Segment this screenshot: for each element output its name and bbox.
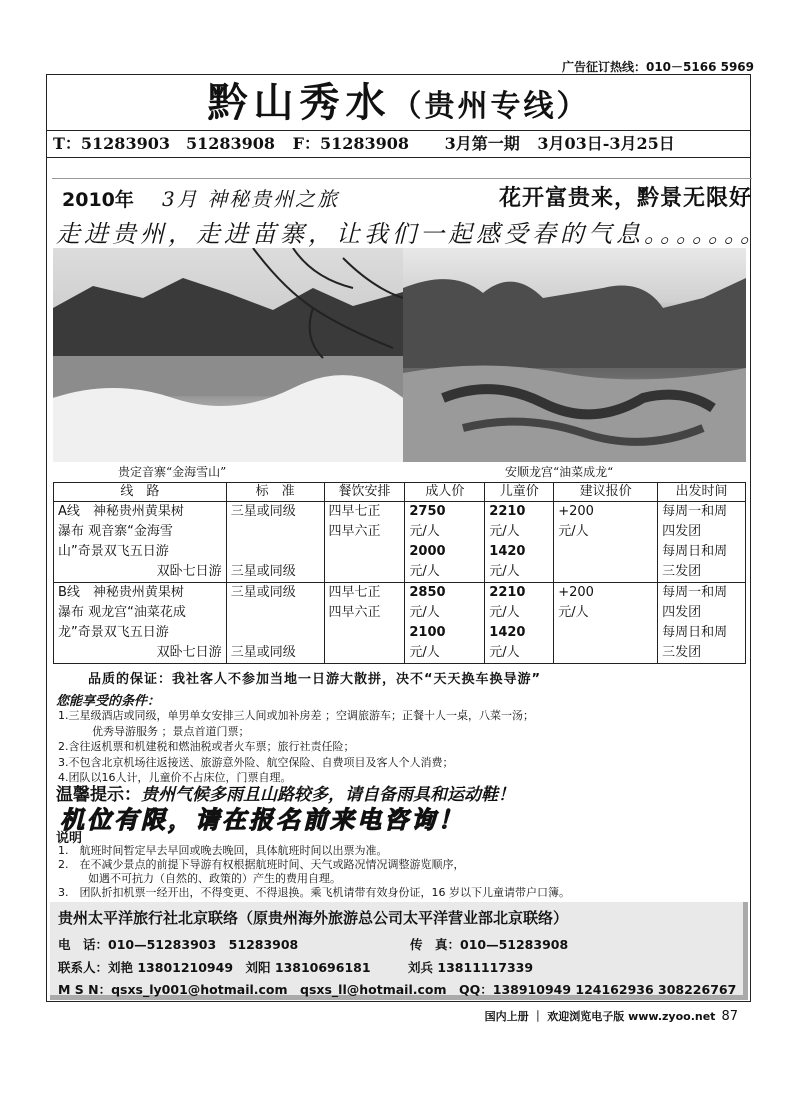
route-line: 山”奇景双飞五日游 bbox=[58, 544, 169, 559]
cell-line: 每周一和周 bbox=[662, 504, 728, 519]
price-unit: 元/人 bbox=[489, 605, 520, 620]
perks-heading: 您能享受的条件： bbox=[56, 694, 161, 709]
photo-caption-left: 贵定音寨“金海雪山” bbox=[118, 465, 227, 479]
price-value: 2750 bbox=[409, 504, 446, 519]
quote-unit: 元/人 bbox=[558, 605, 589, 620]
limited-seats-banner: 机位有限，请在报名前来电咨询！ bbox=[60, 806, 465, 834]
col-header-adult-price: 成人价 bbox=[405, 483, 485, 502]
footer-text: 国内上册 ｜ 欢迎浏览电子版 www.zyoo.net bbox=[484, 1010, 716, 1023]
cell-line: 三星或同级 bbox=[230, 585, 296, 600]
route-a-description bbox=[54, 502, 227, 583]
warm-tip-text: 贵州气候多雨且山路较多，请自备雨具和运动鞋！ bbox=[141, 785, 515, 805]
perk-item: 1.三星级酒店或同级，单男单女安排三人间或加补房差 ；空调旅游车；正餐十人一桌，八菜一汤； bbox=[58, 709, 534, 722]
notes-heading: 说明 bbox=[56, 831, 83, 846]
col-header-meals: 餐饮安排 bbox=[324, 483, 405, 502]
route-b-meals bbox=[324, 583, 405, 664]
route-line: B线 神秘贵州黄果树 bbox=[58, 585, 184, 600]
price-value: 1420 bbox=[489, 625, 526, 640]
issue-dates: 3月03日-3月25日 bbox=[537, 134, 675, 153]
cell-line: 四早六正 bbox=[328, 524, 381, 539]
price-value: 2210 bbox=[489, 504, 526, 519]
note-item: 如遇不可抗力（自然的、政策的）产生的费用自理。 bbox=[88, 872, 341, 885]
col-header-child-price: 儿童价 bbox=[485, 483, 554, 502]
col-header-departure: 出发时间 bbox=[658, 483, 746, 502]
perk-item: 4.团队以16人计，儿童价不占床位，门票自理。 bbox=[58, 771, 292, 784]
cell-line bbox=[231, 542, 320, 562]
ad-hotline: 广告征订热线：010－5166 5969 bbox=[561, 60, 754, 74]
photo-longgong-rapeseed-dragon bbox=[403, 248, 746, 462]
table-row-route-a bbox=[54, 502, 746, 583]
note-item: 1. 航班时间暂定早去早回或晚去晚回，具体航班时间以出票为准。 bbox=[58, 844, 388, 857]
perks-list bbox=[58, 708, 534, 786]
route-b-suggested-quote bbox=[554, 583, 658, 664]
promo-slogan: 花开富贵来，黔景无限好 bbox=[498, 186, 752, 211]
price-unit: 元/人 bbox=[489, 524, 520, 539]
cell-line: 四早六正 bbox=[328, 605, 381, 620]
contact-row bbox=[47, 130, 750, 158]
route-line: A线 神秘贵州黄果树 bbox=[58, 504, 184, 519]
cell-line: 三星或同级 bbox=[230, 504, 296, 519]
price-unit: 元/人 bbox=[409, 645, 440, 660]
route-b-adult-price bbox=[405, 583, 485, 664]
quote-value: +200 bbox=[558, 585, 594, 600]
header-fax: F：51283908 bbox=[292, 134, 410, 153]
cell-line: 每周一和周 bbox=[662, 585, 728, 600]
invite-line: 走进贵州，走进苗寨，让我们一起感受春的气息。。。。。。。 bbox=[56, 220, 768, 248]
route-a-adult-price bbox=[405, 502, 485, 583]
page-footer bbox=[485, 1008, 738, 1024]
agency-contacts: 联系人：刘艳 13801210949 刘阳 13810696181 刘兵 13811117339 bbox=[58, 960, 534, 975]
route-line: 龙”奇景双飞五日游 bbox=[58, 625, 169, 640]
price-value: 2100 bbox=[409, 625, 446, 640]
issue-label: 3月第一期 bbox=[444, 134, 520, 153]
cell-line: 四早七正 bbox=[328, 504, 381, 519]
cell-line: 四发团 bbox=[662, 524, 702, 539]
cell-line: 四发团 bbox=[662, 605, 702, 620]
route-line: 双卧七日游 bbox=[156, 645, 222, 660]
route-a-standard bbox=[226, 502, 324, 583]
note-item: 2. 在不减少景点的前提下导游有权根据航班时间、天气或路况情况调整游览顺序， bbox=[58, 858, 465, 871]
agency-name: 贵州太平洋旅行社北京联络（原贵州海外旅游总公司太平洋营业部北京联络） bbox=[58, 909, 569, 927]
cell-line bbox=[231, 603, 320, 623]
price-unit: 元/人 bbox=[409, 605, 440, 620]
header-tel: T：51283903 51283908 bbox=[53, 134, 276, 153]
cell-line: 每周日和周 bbox=[662, 625, 728, 640]
agency-tel: 电 话：010—51283903 51283908 bbox=[58, 937, 299, 952]
route-line: 瀑布 观龙宫“油菜花成 bbox=[58, 605, 186, 620]
route-b-standard bbox=[226, 583, 324, 664]
price-value: 2000 bbox=[409, 544, 446, 559]
cell-line: 四早七正 bbox=[328, 585, 381, 600]
price-unit: 元/人 bbox=[409, 564, 440, 579]
agency-msn-qq: M S N：qsxs_ly001@hotmail.com qsxs_ll@hotmail.com QQ：138910949 124162936 308226767 bbox=[58, 982, 737, 997]
cell-line: 三发团 bbox=[662, 564, 702, 579]
perk-item: 2.含往返机票和机建税和燃油税或者火车票；旅行社责任险； bbox=[58, 740, 355, 753]
promo-year: 2010年 bbox=[62, 189, 134, 211]
page-number: 87 bbox=[721, 1009, 738, 1024]
price-value: 2850 bbox=[409, 585, 446, 600]
promo-theme: 3月 神秘贵州之旅 bbox=[162, 187, 340, 211]
price-value: 2210 bbox=[489, 585, 526, 600]
cell-line: 三发团 bbox=[662, 645, 702, 660]
quote-unit: 元/人 bbox=[558, 524, 589, 539]
table-row-route-b bbox=[54, 583, 746, 664]
route-price-table bbox=[53, 482, 746, 664]
warm-tip-label: 温馨提示： bbox=[56, 785, 141, 805]
page-subtitle: （贵州专线） bbox=[391, 89, 590, 124]
col-header-route: 线 路 bbox=[54, 483, 227, 502]
notes-list bbox=[58, 844, 570, 900]
route-a-meals bbox=[324, 502, 405, 583]
col-header-suggested-quote: 建议报价 bbox=[554, 483, 658, 502]
route-a-child-price bbox=[485, 502, 554, 583]
cell-line: 三星或同级 bbox=[230, 645, 296, 660]
photo-jinhai-snow-mountain bbox=[53, 248, 403, 462]
perk-item: 优秀导游服务 ；景点首道门票； bbox=[92, 724, 250, 738]
table-header-row bbox=[54, 483, 746, 502]
cell-line bbox=[231, 623, 320, 643]
cell-line bbox=[231, 522, 320, 542]
note-item: 3. 团队折扣机票一经开出，不得变更、不得退换。乘飞机请带有效身份证，16 岁以下儿童请带户口簿。 bbox=[58, 886, 570, 899]
route-line: 双卧七日游 bbox=[156, 564, 222, 579]
col-header-standard: 标 准 bbox=[226, 483, 324, 502]
route-line: 瀑布 观音寨“金海雪 bbox=[58, 524, 173, 539]
route-b-departure bbox=[658, 583, 746, 664]
perk-item: 3.不包含北京机场往返接送、旅游意外险、航空保险、自费项目及客人个人消费； bbox=[58, 755, 454, 769]
price-unit: 元/人 bbox=[489, 564, 520, 579]
route-a-departure bbox=[658, 502, 746, 583]
agency-contact-box bbox=[50, 902, 748, 1000]
price-value: 1420 bbox=[489, 544, 526, 559]
route-b-description bbox=[54, 583, 227, 664]
price-unit: 元/人 bbox=[489, 645, 520, 660]
cell-line: 三星或同级 bbox=[230, 564, 296, 579]
photo-caption-right: 安顺龙宫“油菜成龙“ bbox=[505, 465, 614, 479]
price-unit: 元/人 bbox=[409, 524, 440, 539]
route-b-child-price bbox=[485, 583, 554, 664]
route-a-suggested-quote bbox=[554, 502, 658, 583]
cell-line: 每周日和周 bbox=[662, 544, 728, 559]
quote-value: +200 bbox=[558, 504, 594, 519]
quality-guarantee: 品质的保证：我社客人不参加当地一日游大散拼，决不“天天换车换导游” bbox=[88, 672, 542, 687]
page-title: 黔山秀水 bbox=[207, 79, 392, 126]
agency-fax: 传 真：010—51283908 bbox=[410, 937, 569, 952]
promo-row bbox=[52, 178, 752, 210]
title-band bbox=[47, 75, 750, 130]
